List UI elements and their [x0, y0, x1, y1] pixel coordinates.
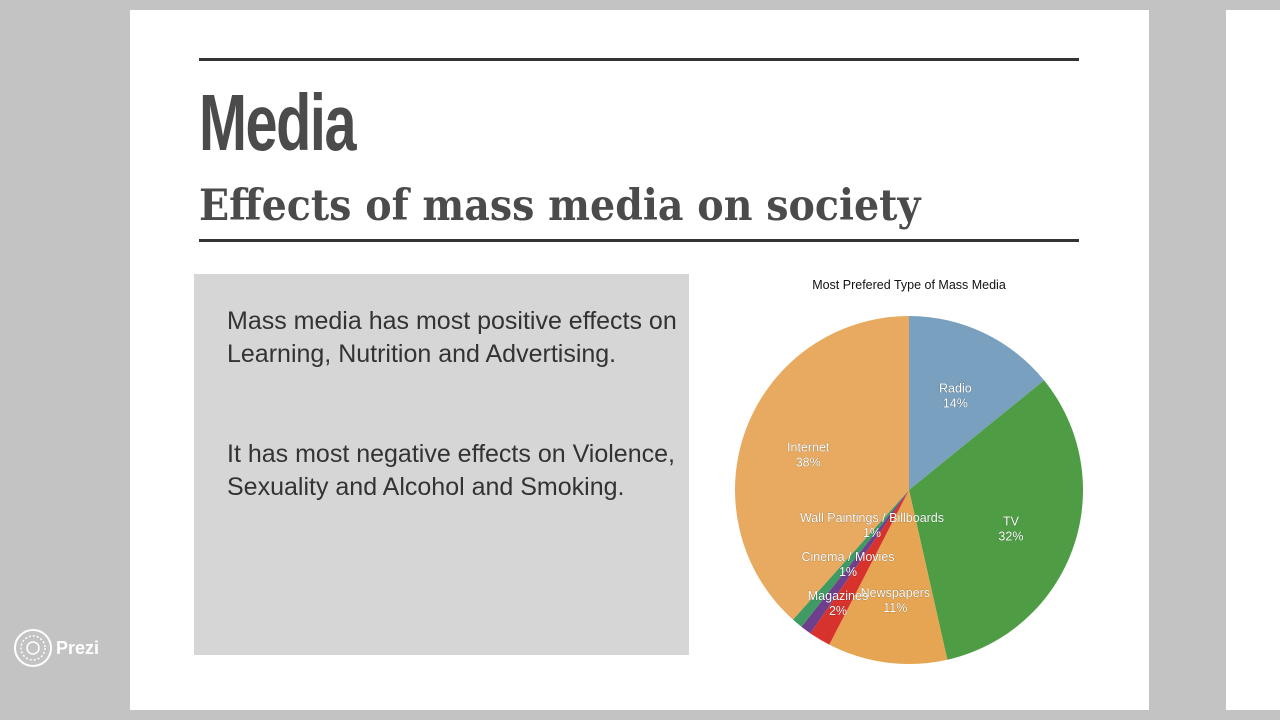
slice-label: Cinema / Movies 1%	[801, 550, 895, 579]
slice-label: Wall Paintings / Billboards 1%	[799, 511, 945, 540]
pie-chart-svg	[710, 270, 1130, 680]
prezi-logo-text: Prezi	[56, 637, 100, 658]
next-slide-edge[interactable]	[1226, 10, 1280, 710]
title-bottom-rule	[199, 239, 1079, 242]
title-top-rule	[199, 58, 1079, 61]
negative-effects-paragraph: It has most negative effects on Violence, Sexuality and Alcohol and Smoking.	[227, 440, 675, 501]
slice-label: TV 32%	[998, 514, 1024, 544]
slice-label: Newspapers 11%	[860, 586, 931, 616]
slide-title: Media	[199, 78, 356, 167]
chart-title: Most Prefered Type of Mass Media	[812, 278, 1006, 292]
prezi-logo-icon	[13, 628, 53, 668]
slice-label: Radio 14%	[939, 381, 972, 411]
slide-subtitle: Effects of mass media on society	[199, 181, 921, 231]
pie-chart	[710, 270, 1130, 680]
slide	[130, 10, 1149, 710]
positive-effects-paragraph: Mass media has most positive effects on Learning, Nutrition and Advertising.	[227, 307, 677, 368]
slice-label: Internet 38%	[787, 440, 830, 470]
slice-label: Magazines 2%	[807, 589, 869, 618]
text-box	[194, 274, 689, 655]
prezi-logo[interactable]	[13, 628, 99, 668]
